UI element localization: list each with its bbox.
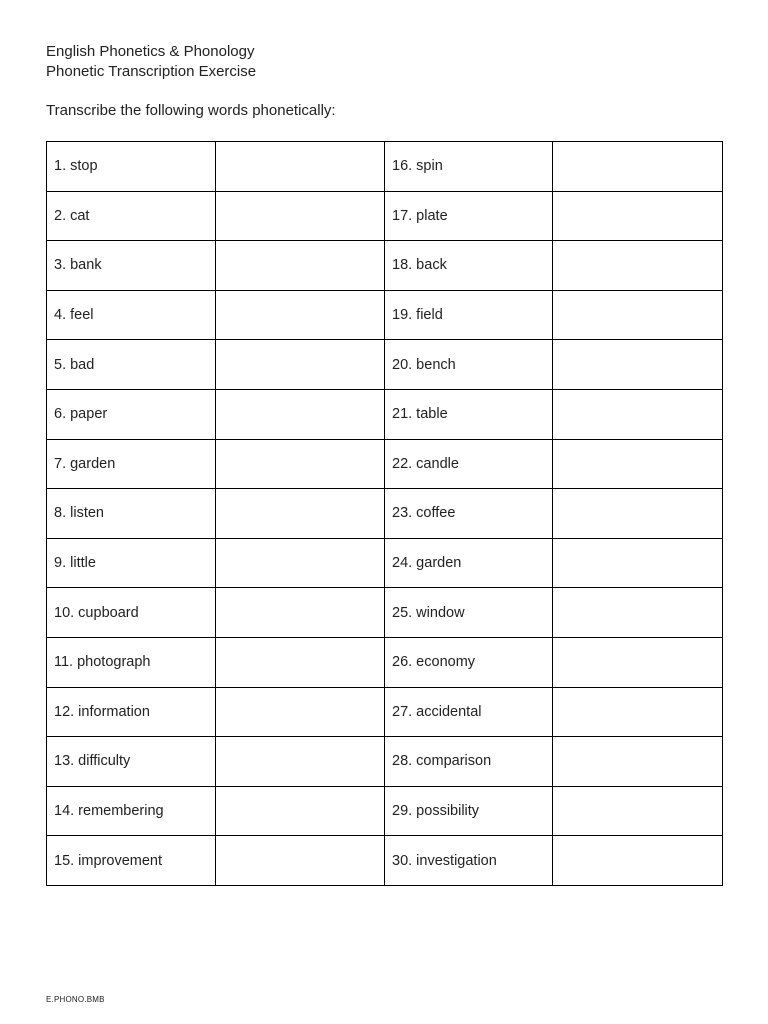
word-cell-left: 12. information: [47, 687, 216, 737]
table-row: [47, 191, 723, 241]
word-cell-right: 30. investigation: [385, 836, 553, 886]
answer-cell-left[interactable]: [216, 687, 385, 737]
word-cell-left: 13. difficulty: [47, 737, 216, 787]
word-cell-right: 27. accidental: [385, 687, 553, 737]
answer-cell-left[interactable]: [216, 588, 385, 638]
word-cell-left: 2. cat: [47, 191, 216, 241]
word-cell-right: 24. garden: [385, 538, 553, 588]
table-row: [47, 687, 723, 737]
table-row: [47, 389, 723, 439]
table-row: [47, 538, 723, 588]
answer-cell-left[interactable]: [216, 538, 385, 588]
answer-cell-right[interactable]: [553, 538, 723, 588]
table-row: [47, 142, 723, 192]
table-row: [47, 588, 723, 638]
answer-cell-right[interactable]: [553, 687, 723, 737]
word-cell-right: 19. field: [385, 290, 553, 340]
word-cell-left: 3. bank: [47, 241, 216, 291]
answer-cell-right[interactable]: [553, 786, 723, 836]
word-cell-left: 10. cupboard: [47, 588, 216, 638]
answer-cell-left[interactable]: [216, 439, 385, 489]
answer-cell-left[interactable]: [216, 290, 385, 340]
word-cell-right: 16. spin: [385, 142, 553, 192]
word-cell-right: 25. window: [385, 588, 553, 638]
word-cell-left: 7. garden: [47, 439, 216, 489]
answer-cell-right[interactable]: [553, 836, 723, 886]
table-row: [47, 439, 723, 489]
word-cell-left: 5. bad: [47, 340, 216, 390]
answer-cell-left[interactable]: [216, 340, 385, 390]
answer-cell-left[interactable]: [216, 836, 385, 886]
word-cell-right: 21. table: [385, 389, 553, 439]
answer-cell-left[interactable]: [216, 191, 385, 241]
word-cell-left: 8. listen: [47, 489, 216, 539]
answer-cell-right[interactable]: [553, 439, 723, 489]
answer-cell-right[interactable]: [553, 191, 723, 241]
word-cell-left: 14. remembering: [47, 786, 216, 836]
word-cell-right: 28. comparison: [385, 737, 553, 787]
answer-cell-right[interactable]: [553, 637, 723, 687]
table-row: [47, 489, 723, 539]
answer-cell-left[interactable]: [216, 241, 385, 291]
document-title: English Phonetics & Phonology: [46, 43, 255, 60]
answer-cell-right[interactable]: [553, 588, 723, 638]
document-header: [46, 42, 256, 82]
answer-cell-right[interactable]: [553, 737, 723, 787]
word-cell-right: 18. back: [385, 241, 553, 291]
answer-cell-left[interactable]: [216, 489, 385, 539]
answer-cell-right[interactable]: [553, 290, 723, 340]
word-cell-right: 20. bench: [385, 340, 553, 390]
answer-cell-right[interactable]: [553, 389, 723, 439]
word-cell-left: 1. stop: [47, 142, 216, 192]
answer-cell-left[interactable]: [216, 142, 385, 192]
answer-cell-left[interactable]: [216, 389, 385, 439]
answer-cell-right[interactable]: [553, 142, 723, 192]
word-cell-right: 26. economy: [385, 637, 553, 687]
instruction-text: Transcribe the following words phonetically:: [46, 102, 336, 119]
word-cell-left: 15. improvement: [47, 836, 216, 886]
word-cell-left: 6. paper: [47, 389, 216, 439]
answer-cell-left[interactable]: [216, 637, 385, 687]
table-row: [47, 637, 723, 687]
answer-cell-right[interactable]: [553, 489, 723, 539]
word-cell-right: 23. coffee: [385, 489, 553, 539]
footer-code: E.PHONO.BMB: [46, 995, 105, 1004]
word-cell-left: 9. little: [47, 538, 216, 588]
table-row: [47, 241, 723, 291]
word-cell-right: 29. possibility: [385, 786, 553, 836]
table-row: [47, 290, 723, 340]
answer-cell-left[interactable]: [216, 737, 385, 787]
word-cell-right: 17. plate: [385, 191, 553, 241]
word-cell-right: 22. candle: [385, 439, 553, 489]
table-row: [47, 340, 723, 390]
table-row: [47, 786, 723, 836]
word-cell-left: 4. feel: [47, 290, 216, 340]
table-body: [47, 142, 723, 886]
word-cell-left: 11. photograph: [47, 637, 216, 687]
answer-cell-left[interactable]: [216, 786, 385, 836]
answer-cell-right[interactable]: [553, 340, 723, 390]
document-subtitle: Phonetic Transcription Exercise: [46, 63, 257, 80]
table-row: [47, 836, 723, 886]
transcription-table: [46, 141, 723, 886]
table-row: [47, 737, 723, 787]
answer-cell-right[interactable]: [553, 241, 723, 291]
